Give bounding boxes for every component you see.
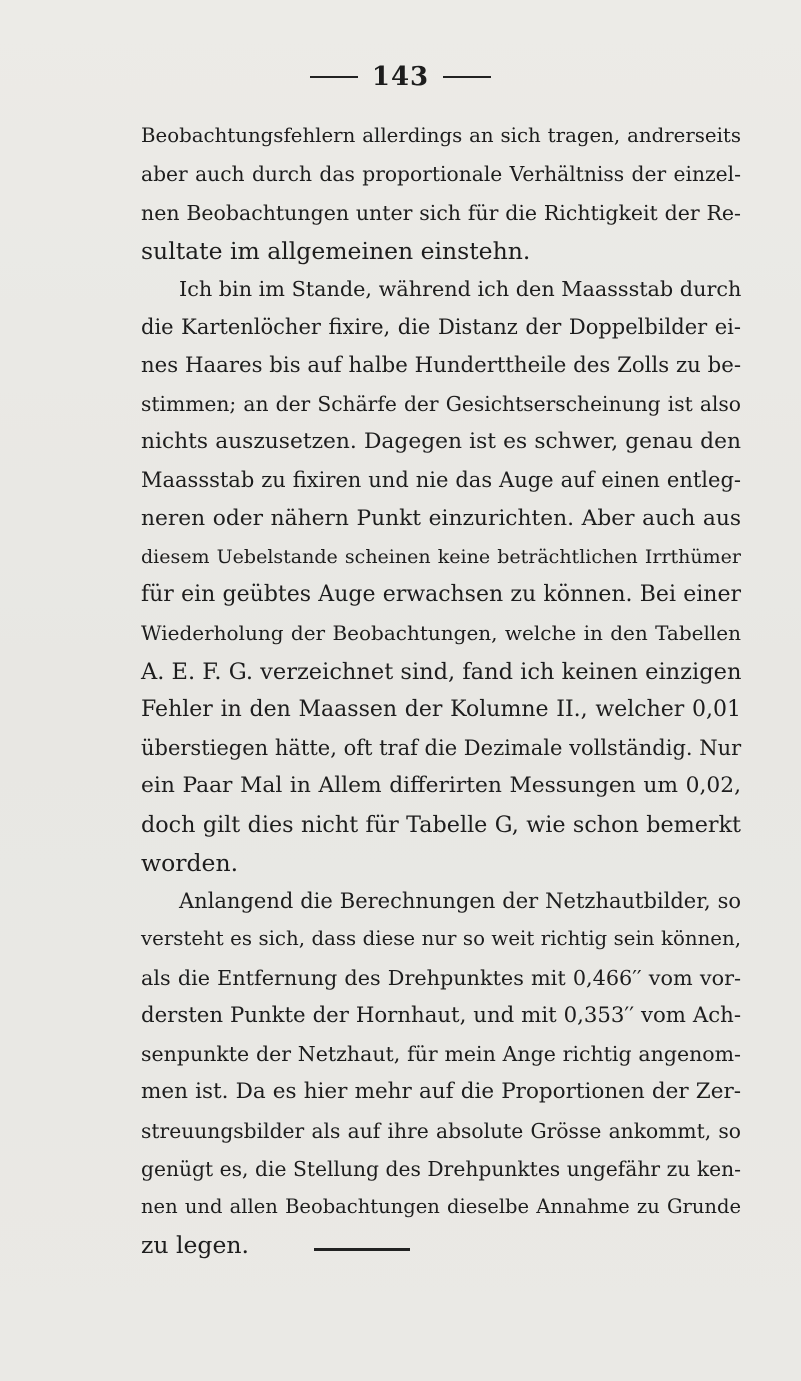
- text-line: neren oder nähern Punkt einzurichten. Aber auch aus: [141, 505, 741, 531]
- text-line: stimmen; an der Schärfe der Gesichtserscheinung ist also: [141, 391, 741, 416]
- text-line: senpunkte der Netzhaut, für mein Ange richtig angenom-: [141, 1042, 741, 1066]
- text-line: Anlangend die Berechnungen der Netzhautbilder, so: [179, 889, 741, 913]
- text-line: dersten Punkte der Hornhaut, und mit 0,353′′ vom Ach-: [141, 1002, 741, 1028]
- text-line: Maassstab zu fixiren und nie das Auge auf einen entleg-: [141, 468, 741, 493]
- text-line: als die Entfernung des Drehpunktes mit 0,466′′ vom vor-: [141, 965, 741, 990]
- text-line: nichts auszusetzen. Dagegen ist es schwer, genau den: [141, 429, 741, 454]
- text-line: Fehler in den Maassen der Kolumne II., welcher 0,01: [141, 696, 741, 722]
- text-line: Wiederholung der Beobachtungen, welche in den Tabellen: [141, 621, 741, 646]
- text-line: ein Paar Mal in Allem differirten Messungen um 0,02,: [141, 773, 741, 799]
- text-line: men ist. Da es hier mehr auf die Proportionen der Zer-: [141, 1079, 741, 1105]
- text-line: Beobachtungsfehlern allerdings an sich tragen, andrerseits: [141, 124, 741, 147]
- text-line: nen und allen Beobachtungen dieselbe Annahme zu Grunde: [141, 1195, 741, 1218]
- text-line: streuungsbilder als auf ihre absolute Grösse ankommt, so: [141, 1118, 741, 1143]
- page-header: [0, 62, 801, 92]
- text-line: nen Beobachtungen unter sich für die Richtigkeit der Re-: [141, 200, 741, 225]
- text-line: zu legen.: [141, 1231, 249, 1260]
- page-number: 143: [371, 62, 430, 92]
- text-line: nes Haares bis auf halbe Hunderttheile des Zolls zu be-: [141, 352, 741, 378]
- text-line: Ich bin im Stande, während ich den Maassstab durch: [179, 277, 742, 301]
- text-line: worden.: [141, 848, 239, 877]
- text-line: A. E. F. G. verzeichnet sind, fand ich keinen einzigen: [141, 658, 742, 685]
- body-text: [141, 117, 741, 1265]
- header-rule-right: [443, 76, 491, 78]
- text-line: versteht es sich, dass diese nur so weit richtig sein können,: [141, 927, 741, 951]
- footer-rule: [314, 1248, 410, 1251]
- text-line: genügt es, die Stellung des Drehpunktes ungefähr zu ken-: [141, 1156, 741, 1181]
- text-line: die Kartenlöcher fixire, die Distanz der Doppelbilder ei-: [141, 315, 741, 340]
- text-line: doch gilt dies nicht für Tabelle G, wie schon bemerkt: [141, 811, 741, 838]
- text-line: aber auch durch das proportionale Verhältniss der einzel-: [141, 162, 741, 187]
- header-rule-left: [310, 76, 358, 78]
- text-line: für ein geübtes Auge erwachsen zu können. Bei einer: [141, 582, 741, 607]
- text-line: überstiegen hätte, oft traf die Dezimale vollständig. Nur: [141, 736, 742, 760]
- text-line: diesem Uebelstande scheinen keine beträchtlichen Irrthümer: [141, 545, 741, 568]
- text-line: sultate im allgemeinen einstehn.: [141, 236, 531, 265]
